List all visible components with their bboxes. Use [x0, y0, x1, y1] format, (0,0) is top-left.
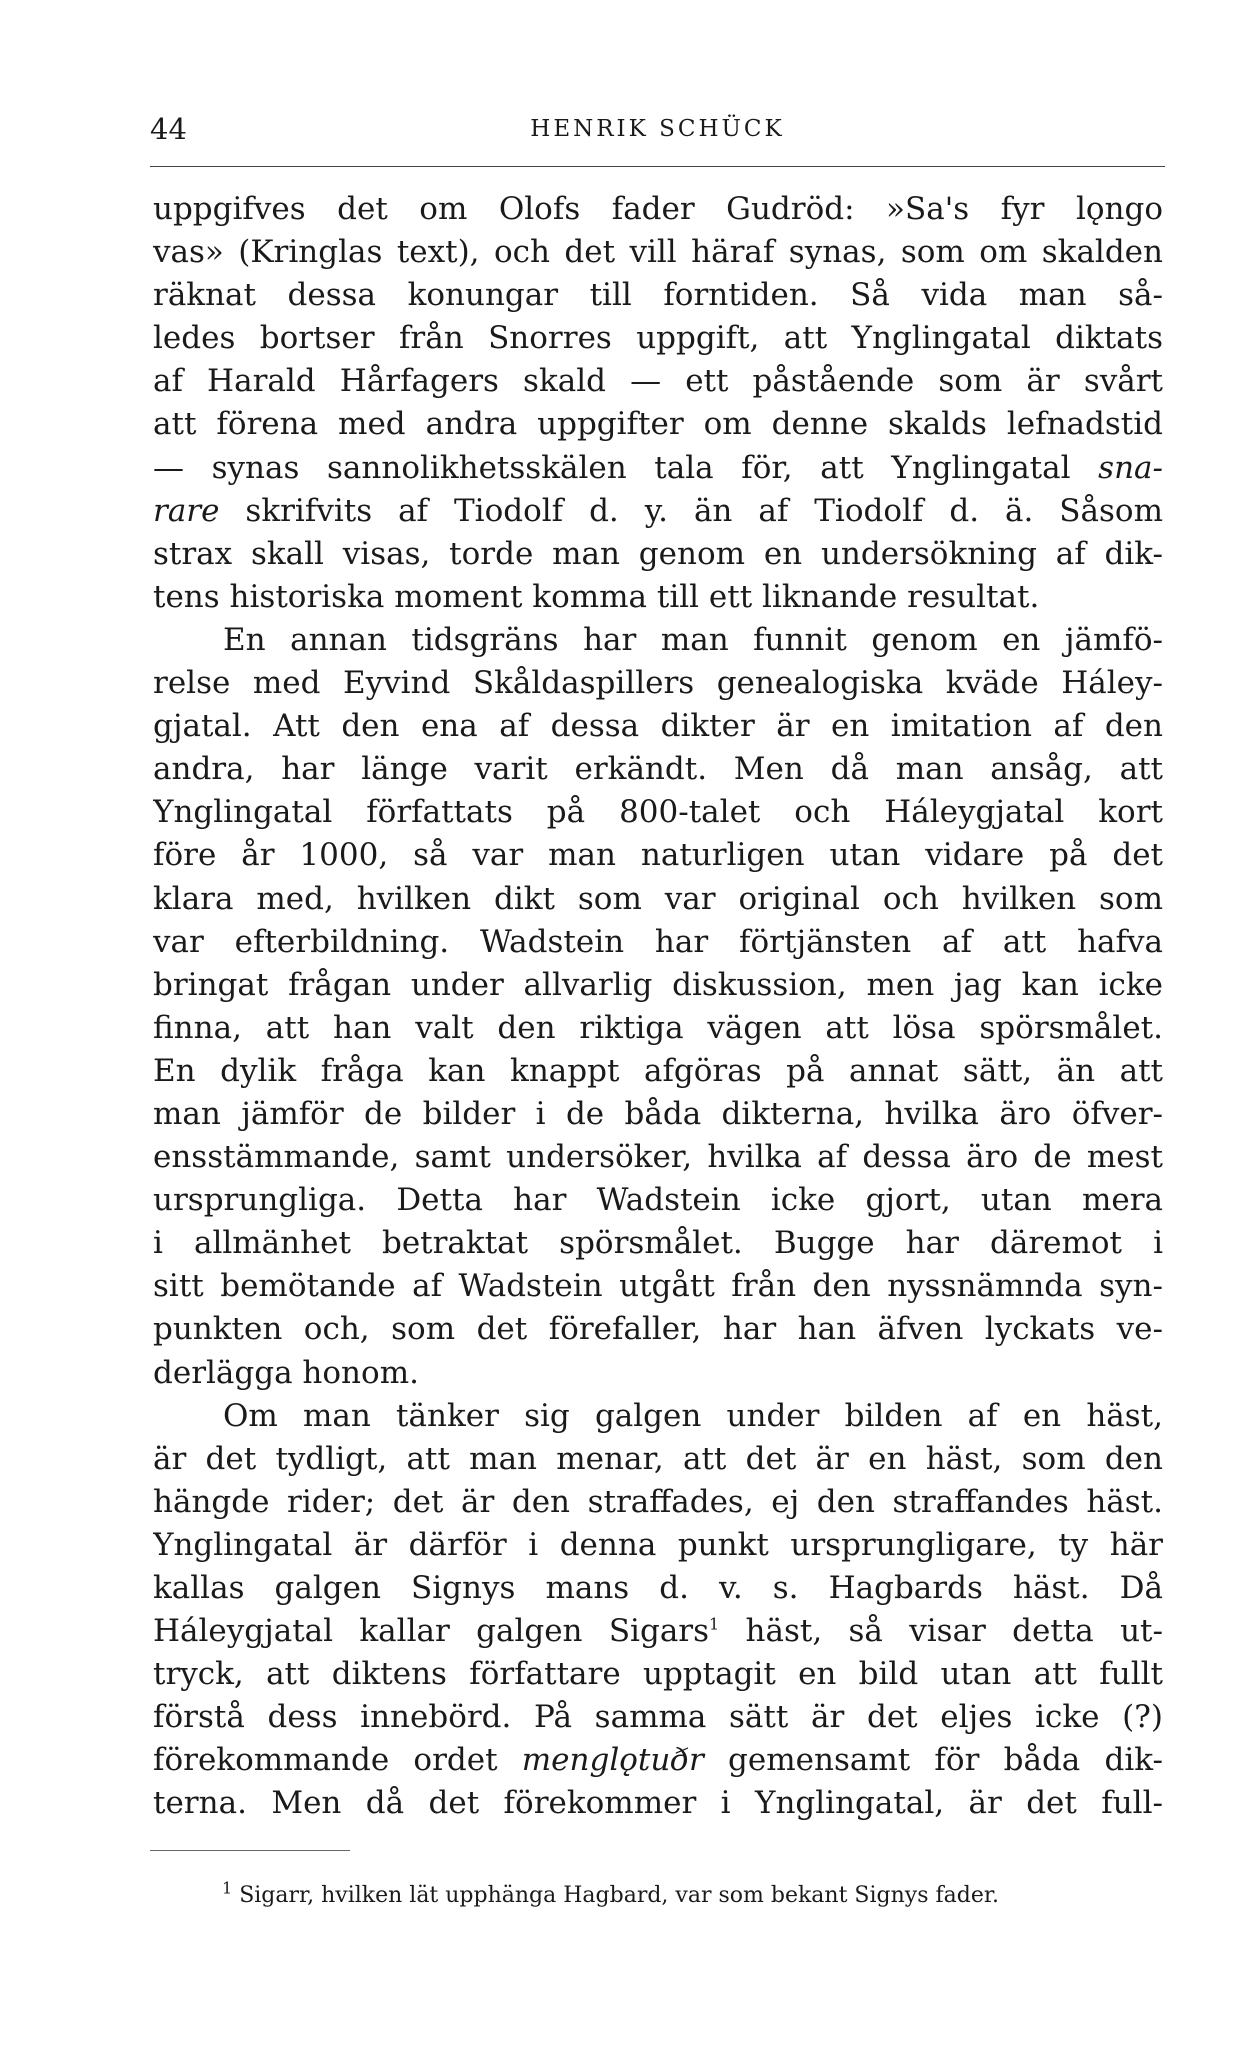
text-line: ursprungliga. Detta har Wadstein icke gjort, utan mera: [153, 1182, 1163, 1219]
text-line: En annan tidsgräns har man funnit genom en jämfö-: [223, 621, 1163, 658]
text-line: klara med, hvilken dikt som var original och hvilken som: [153, 880, 1163, 917]
text-line: [153, 1739, 1163, 1782]
body-text: [153, 188, 1163, 1826]
text-segment: Háleygjatal kallar galgen Sigars: [153, 1613, 710, 1650]
text-line: strax skall visas, torde man genom en undersökning af dik-: [153, 535, 1163, 572]
text-line: räknat dessa konungar till forntiden. Så vida man så-: [153, 277, 1163, 314]
italic-word: rare: [153, 492, 220, 529]
text-line: andra, har länge varit erkändt. Men då man ansåg, att: [153, 751, 1163, 788]
text-segment: — synas sannolikhetsskälen tala för, att Ynglingatal: [153, 449, 1099, 486]
text-line: att förena med andra uppgifter om denne skalds lefnadstid: [153, 406, 1163, 443]
page-header: [150, 112, 1165, 152]
page-number: 44: [150, 112, 187, 146]
header-rule: [150, 166, 1165, 167]
text-line: är det tydligt, att man menar, att det är en häst, som den: [153, 1440, 1163, 1477]
footnote-mark: 1: [222, 1878, 233, 1898]
text-line: Ynglingatal är därför i denna punkt ursprungligare, ty här: [153, 1526, 1163, 1563]
text-segment: förekommande ordet: [153, 1742, 498, 1779]
text-line: af Harald Hårfagers skald — ett påstående som är svårt: [153, 363, 1163, 400]
italic-word: menglǫtuðr: [521, 1742, 704, 1779]
text-line: förstå dess innebörd. På samma sätt är det eljes icke (?): [153, 1699, 1163, 1736]
text-segment: skrifvits af Tiodolf d. y. än af Tiodolf d. ä. Såsom: [219, 492, 1163, 529]
text-line: [153, 490, 1163, 533]
text-line: [153, 447, 1163, 490]
text-line: ensstämmande, samt undersöker, hvilka af dessa äro de mest: [153, 1139, 1163, 1176]
text-line: man jämför de bilder i de båda dikterna, hvilka äro öfver-: [153, 1095, 1163, 1132]
text-line: tens historiska moment komma till ett liknande resultat.: [153, 578, 1040, 615]
text-line: finna, att han valt den riktiga vägen att lösa spörsmålet.: [153, 1009, 1163, 1046]
text-line: vas» (Kringlas text), och det vill häraf synas, som om skalden: [153, 234, 1163, 271]
text-line: var efterbildning. Wadstein har förtjänsten af att hafva: [153, 923, 1163, 960]
text-segment: häst, så visar detta ut-: [719, 1613, 1163, 1650]
running-head: HENRIK SCHÜCK: [530, 116, 785, 142]
italic-word: sna-: [1098, 449, 1163, 486]
text-segment: gemensamt för båda dik-: [703, 1742, 1163, 1779]
text-line: före år 1000, så var man naturligen utan vidare på det: [153, 837, 1163, 874]
text-line: uppgifves det om Olofs fader Gudröd: »Sa's fyr lǫngo: [153, 191, 1163, 227]
text-line: En dylik fråga kan knappt afgöras på annat sätt, än att: [153, 1052, 1163, 1089]
footnote: [222, 1878, 1167, 1911]
text-line: punkten och, som det förefaller, har han äfven lyckats ve-: [153, 1311, 1163, 1348]
footnote-reference: 1: [709, 1614, 720, 1634]
text-line: [153, 1610, 1163, 1653]
text-line: derlägga honom.: [153, 1354, 419, 1391]
text-line: hängde rider; det är den straffades, ej den straffandes häst.: [153, 1483, 1163, 1520]
text-line: terna. Men då det förekommer i Ynglingatal, är det full-: [153, 1785, 1163, 1822]
text-line: tryck, att diktens författare upptagit en bild utan att fullt: [153, 1656, 1163, 1693]
text-line: Ynglingatal författats på 800-talet och Háleygjatal kort: [153, 794, 1163, 831]
text-line: ledes bortser från Snorres uppgift, att Ynglingatal diktats: [153, 320, 1163, 357]
text-line: i allmänhet betraktat spörsmålet. Bugge har däremot i: [153, 1225, 1163, 1262]
footnote-text: Sigarr, hvilken lät upphänga Hagbard, var som bekant Signys fader.: [239, 1883, 999, 1908]
text-line: relse med Eyvind Skåldaspillers genealogiska kväde Háley-: [153, 665, 1163, 702]
text-line: gjatal. Att den ena af dessa dikter är en imitation af den: [153, 708, 1163, 745]
text-line: sitt bemötande af Wadstein utgått från den nyssnämnda syn-: [153, 1268, 1163, 1305]
text-line: Om man tänker sig galgen under bilden af en häst,: [223, 1397, 1163, 1434]
text-line: bringat frågan under allvarlig diskussion, men jag kan icke: [153, 966, 1163, 1003]
text-line: kallas galgen Signys mans d. v. s. Hagbards häst. Då: [153, 1570, 1163, 1606]
footnote-rule: [150, 1850, 350, 1851]
